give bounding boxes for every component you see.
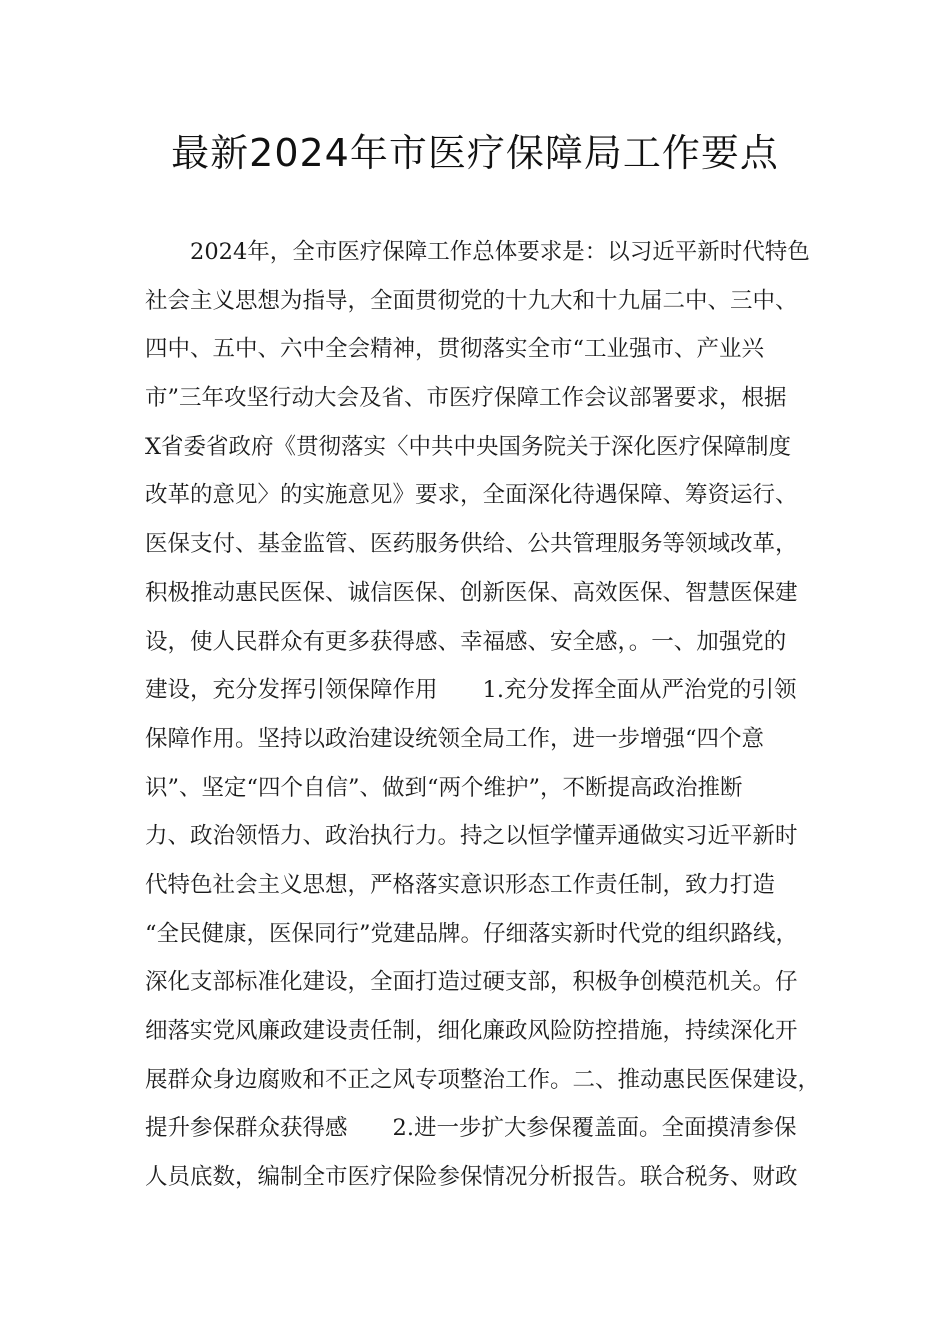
- body-line: 深化支部标准化建设，全面打造过硬支部，积极争创模范机关。仔: [145, 969, 798, 996]
- body-line: 人员底数，编制全市医疗保险参保情况分析报告。联合税务、财政: [145, 1164, 798, 1191]
- body-line: 四中、五中、六中全会精神，贯彻落实全市“工业强市、产业兴: [145, 336, 765, 363]
- body-line: X省委省政府《贯彻落实〈中共中央国务院关于深化医疗保障制度: [145, 433, 792, 460]
- body-line: 力、政治领悟力、政治执行力。持之以恒学懂弄通做实习近平新时: [145, 823, 798, 850]
- body-line: 代特色社会主义思想，严格落实意识形态工作责任制，致力打造: [145, 871, 776, 898]
- body-line: 市”三年攻坚行动大会及省、市医疗保障工作会议部署要求，根据: [145, 385, 787, 412]
- body-line: 设，使人民群众有更多获得感、幸福感、安全感，。一、加强党的: [145, 628, 787, 655]
- document-title: 最新2024年市医疗保障局工作要点: [171, 131, 779, 175]
- body-line: 改革的意见〉的实施意见》要求，全面深化待遇保障、筹资运行、: [145, 482, 798, 509]
- body-line: 医保支付、基金监管、医药服务供给、公共管理服务等领域改革，: [145, 531, 798, 558]
- body-line: 展群众身边腐败和不正之风专项整治工作。二、推动惠民医保建设，: [145, 1066, 821, 1093]
- body-line: 社会主义思想为指导，全面贯彻党的十九大和十九届二中、三中、: [145, 287, 798, 314]
- body-line: 积极推动惠民医保、诚信医保、创新医保、高效医保、智慧医保建: [145, 579, 798, 606]
- document-body: [145, 228, 835, 1202]
- body-line: 细落实党风廉政建设责任制，细化廉政风险防控措施，持续深化开: [145, 1018, 798, 1044]
- body-line: 建设，充分发挥引领保障作用 1.充分发挥全面从严治党的引领: [145, 677, 797, 704]
- body-line: 保障作用。坚持以政治建设统领全局工作，进一步增强“四个意: [145, 725, 765, 752]
- body-line: 识”、坚定“四个自信”、做到“两个维护”，不断提高政治推断: [145, 774, 743, 801]
- body-line: “全民健康，医保同行”党建品牌。仔细落实新时代党的组织路线，: [145, 920, 799, 947]
- body-line: 提升参保群众获得感 2.进一步扩大参保覆盖面。全面摸清参保: [145, 1115, 797, 1142]
- body-line: 2024年，全市医疗保障工作总体要求是：以习近平新时代特色: [190, 239, 810, 265]
